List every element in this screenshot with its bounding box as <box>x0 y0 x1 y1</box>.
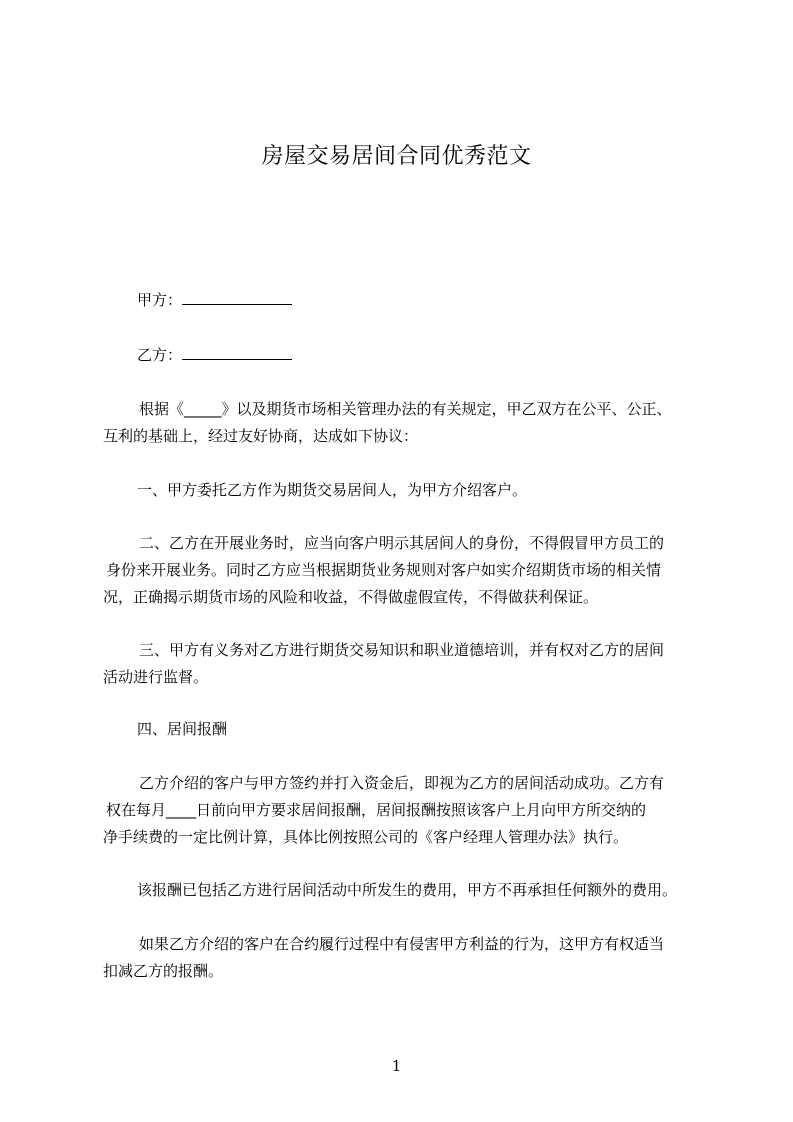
clause4-para1-line-3: 净手续费的一定比例计算，具体比例按照公司的《客户经理人管理办法》执行。 <box>103 828 629 846</box>
page-number: 1 <box>391 1057 402 1075</box>
page-title: 房屋交易居间合同优秀范文 <box>261 144 532 169</box>
clause2-line-1: 二、乙方在开展业务时，应当向客户明示其居间人的身份，不得假冒甲方员工的 <box>139 534 665 552</box>
clause2-line-2: 身份来开展业务。同时乙方应当根据期货业务规则对客户如实介绍期货市场的相关情 <box>106 561 662 579</box>
party-b-label: 乙方： <box>137 346 183 364</box>
para1-line-1: 根据《_____》以及期货市场相关管理办法的有关规定，甲乙双方在公平、公正、 <box>139 400 672 418</box>
clause4-para2: 该报酬已包括乙方进行居间活动中所发生的费用，甲方不再承担任何额外的费用。 <box>137 881 678 899</box>
clause4-para3-line-1: 如果乙方介绍的客户在合约履行过程中有侵害甲方利益的行为，这甲方有权适当 <box>139 935 665 953</box>
party-b-line <box>137 345 737 365</box>
clause3-line-1: 三、甲方有义务对乙方进行期货交易知识和职业道德培训，并有权对乙方的居间 <box>139 641 665 659</box>
clause3-line-2: 活动进行监督。 <box>103 668 209 686</box>
clause4-para1-line-2: 权在每月____日前向甲方要求居间报酬，居间报酬按照该客户上月向甲方所交纳的 <box>106 801 647 819</box>
clause4-para1-line-1: 乙方介绍的客户与甲方签约并打入资金后，即视为乙方的居间活动成功。乙方有 <box>139 774 665 792</box>
clause1-text: 一、甲方委托乙方作为期货交易居间人，为甲方介绍客户。 <box>137 481 528 499</box>
party-a-line <box>137 290 737 310</box>
party-b-blank <box>182 345 292 360</box>
para1-line-2: 互利的基础上，经过友好协商，达成如下协议： <box>103 427 419 445</box>
party-a-label: 甲方： <box>137 291 183 309</box>
clause4-heading: 四、居间报酬 <box>137 720 228 738</box>
party-a-blank <box>182 290 292 305</box>
clause4-para3-line-2: 扣减乙方的报酬。 <box>103 962 224 980</box>
clause2-line-3: 况，正确揭示期货市场的风险和收益，不得做虚假宣传，不得做获利保证。 <box>103 588 599 606</box>
